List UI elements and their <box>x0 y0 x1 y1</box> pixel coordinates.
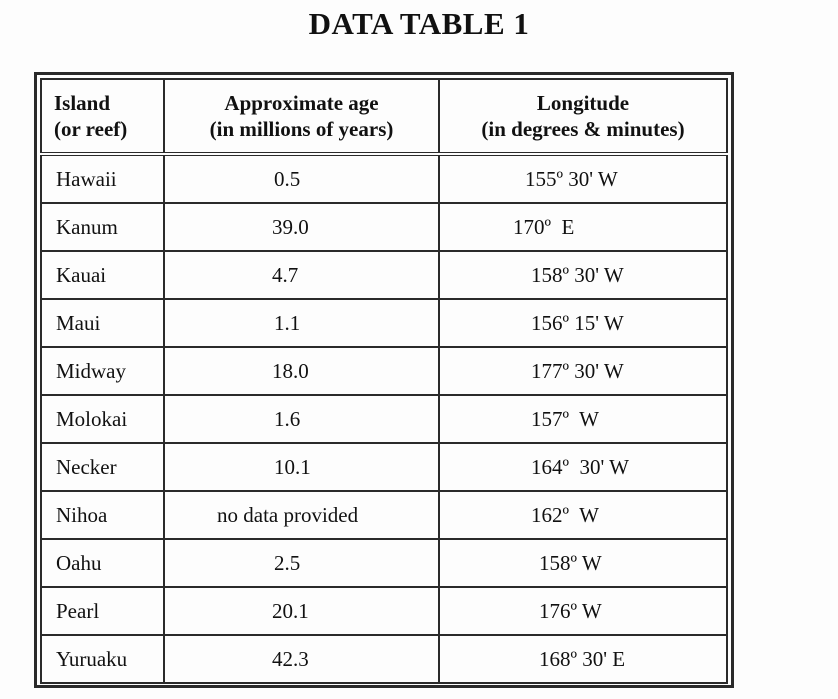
age-cell: 42.3 <box>164 635 439 683</box>
island-name-cell: Maui <box>41 299 164 347</box>
table-row <box>41 299 727 347</box>
longitude-cell: 157º W <box>439 395 727 443</box>
island-name-cell: Kanum <box>41 203 164 251</box>
longitude-cell: 158º W <box>439 539 727 587</box>
age-cell: 18.0 <box>164 347 439 395</box>
island-name-cell: Yuruaku <box>41 635 164 683</box>
header-age <box>164 79 439 154</box>
island-name-cell: Midway <box>41 347 164 395</box>
island-name-cell: Hawaii <box>41 154 164 203</box>
longitude-cell: 170º E <box>439 203 727 251</box>
longitude-cell: 155º 30' W <box>439 154 727 203</box>
age-cell: 20.1 <box>164 587 439 635</box>
table-header-row <box>41 79 727 154</box>
header-longitude <box>439 79 727 154</box>
table-row <box>41 587 727 635</box>
data-table <box>40 78 728 684</box>
longitude-cell: 164º 30' W <box>439 443 727 491</box>
longitude-cell: 168º 30' E <box>439 635 727 683</box>
island-name-cell: Necker <box>41 443 164 491</box>
table-row <box>41 443 727 491</box>
age-cell: 1.6 <box>164 395 439 443</box>
island-name-cell: Pearl <box>41 587 164 635</box>
age-cell: 2.5 <box>164 539 439 587</box>
table-row <box>41 395 727 443</box>
header-longitude-line2: (in degrees & minutes) <box>481 117 685 141</box>
table-row <box>41 251 727 299</box>
age-cell: 4.7 <box>164 251 439 299</box>
longitude-cell: 156º 15' W <box>439 299 727 347</box>
age-cell: 1.1 <box>164 299 439 347</box>
header-age-line1: Approximate age <box>224 91 379 115</box>
header-island-line2: (or reef) <box>54 117 128 141</box>
age-cell: 10.1 <box>164 443 439 491</box>
header-age-line2: (in millions of years) <box>209 117 394 141</box>
island-name-cell: Molokai <box>41 395 164 443</box>
longitude-cell: 177º 30' W <box>439 347 727 395</box>
island-name-cell: Nihoa <box>41 491 164 539</box>
age-cell: no data provided <box>164 491 439 539</box>
table-row <box>41 203 727 251</box>
table-body <box>41 154 727 683</box>
age-cell: 0.5 <box>164 154 439 203</box>
age-cell: 39.0 <box>164 203 439 251</box>
table-row <box>41 154 727 203</box>
table-row <box>41 491 727 539</box>
table-row <box>41 635 727 683</box>
table-row <box>41 347 727 395</box>
header-longitude-line1: Longitude <box>536 91 630 115</box>
header-island-line1: Island <box>54 91 111 115</box>
page-title: DATA TABLE 1 <box>308 6 530 41</box>
longitude-cell: 162º W <box>439 491 727 539</box>
data-table-frame <box>34 72 734 688</box>
island-name-cell: Oahu <box>41 539 164 587</box>
table-row <box>41 539 727 587</box>
island-name-cell: Kauai <box>41 251 164 299</box>
header-island <box>41 79 164 154</box>
longitude-cell: 176º W <box>439 587 727 635</box>
longitude-cell: 158º 30' W <box>439 251 727 299</box>
